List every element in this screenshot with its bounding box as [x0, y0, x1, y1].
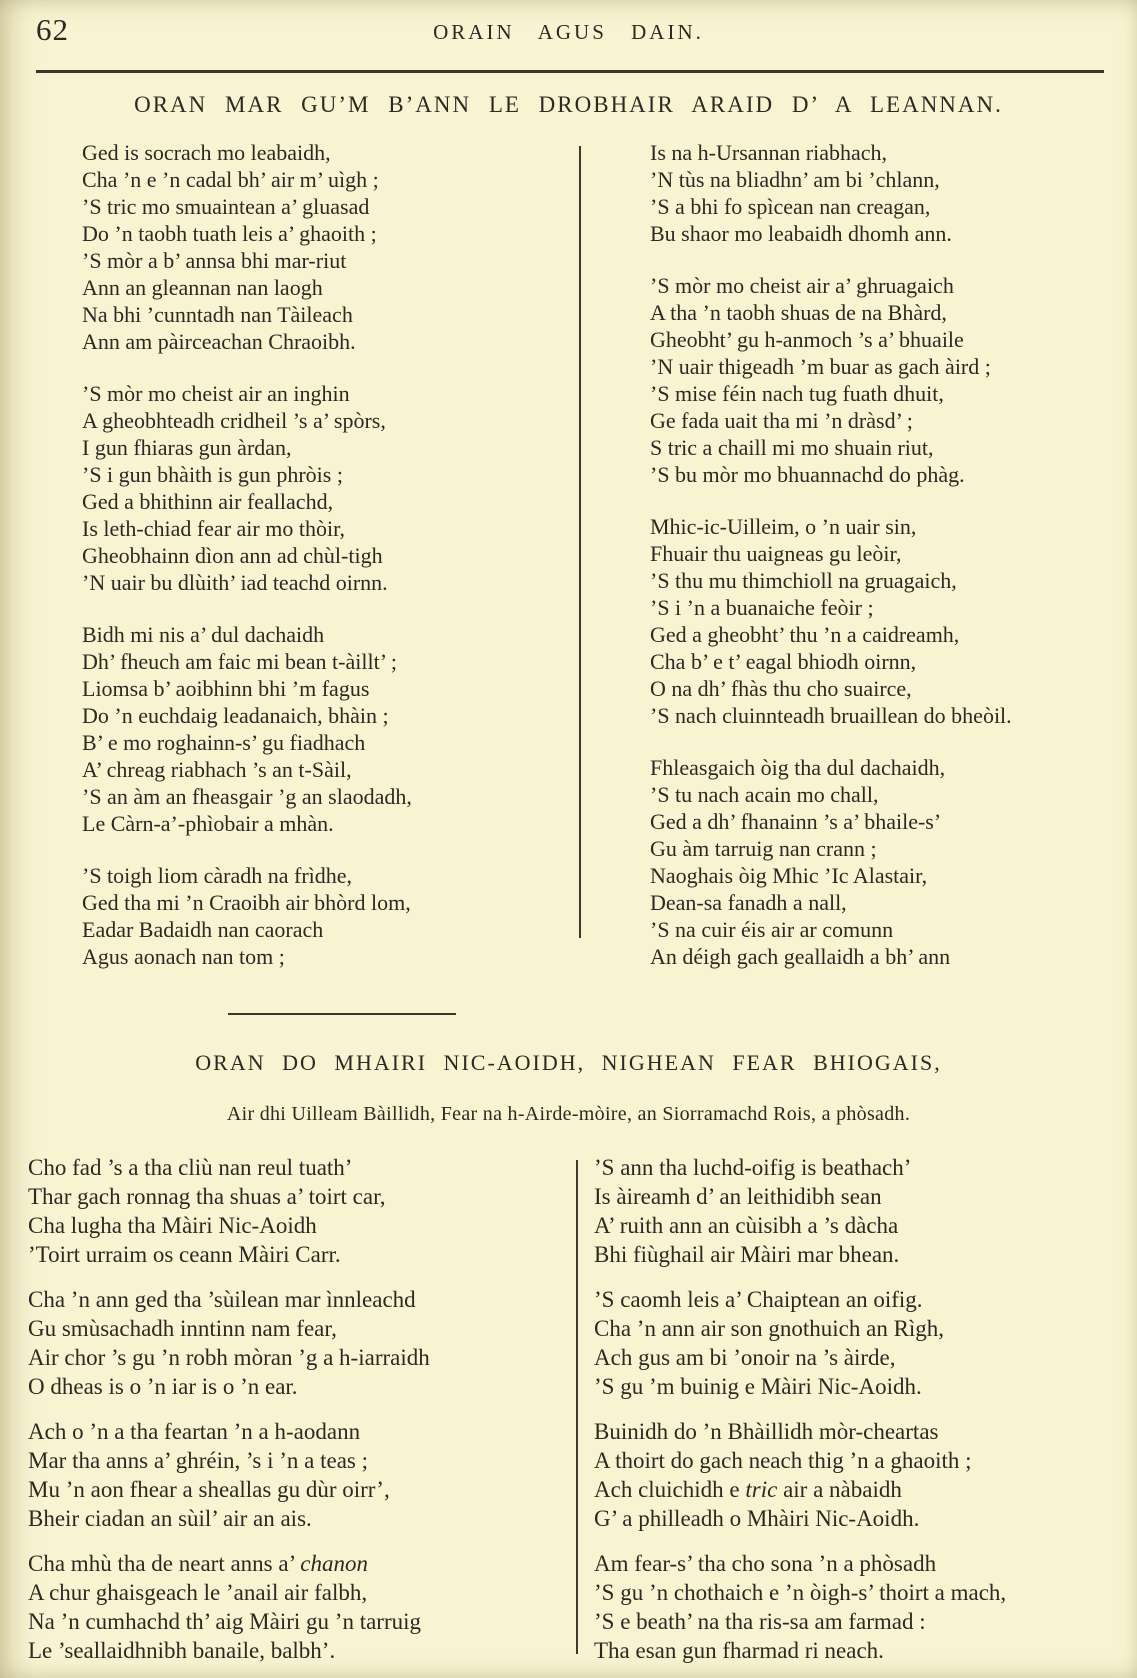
- line-text: ’N tùs na bliadhn’ am bi ’chlann,: [650, 167, 940, 192]
- line-text: Ged a dh’ fhanainn ’s a’ bhaile-s’: [650, 809, 942, 834]
- verse-line: [594, 1211, 1124, 1240]
- stanza: [594, 1153, 1124, 1269]
- line-text: Eadar Badaidh nan caorach: [82, 917, 324, 942]
- line-text: ’S e beath’ na tha ris-sa am farmad :: [594, 1609, 926, 1634]
- line-text: Na bhi ’cunntadh nan Tàileach: [82, 302, 353, 327]
- verse-line: [82, 621, 562, 648]
- column-divider: [576, 1160, 578, 1654]
- verse-line: [82, 783, 562, 810]
- verse-line: [594, 1549, 1124, 1578]
- verse-line: [650, 380, 1120, 407]
- verse-line: [594, 1475, 1124, 1504]
- line-text: G’ a philleadh o Mhàiri Nic-Aoidh.: [594, 1506, 920, 1531]
- verse-line: [28, 1211, 548, 1240]
- line-text: Cha ’n ann air son gnothuich an Rìgh,: [594, 1316, 945, 1341]
- verse-line: [82, 220, 562, 247]
- line-text: An déigh gach geallaidh a bh’ ann: [650, 944, 951, 969]
- line-text: ’S i ’n a buanaiche feòir ;: [650, 595, 874, 620]
- verse-line: [82, 943, 562, 970]
- line-text: A gheobhteadh cridheil ’s a’ spòrs,: [82, 408, 386, 433]
- verse-line: [82, 648, 562, 675]
- verse-line: [28, 1475, 548, 1504]
- verse-line: [28, 1578, 548, 1607]
- poem1-left-column: [82, 139, 562, 995]
- line-text: ’S an àm an fheasgair ’g an slaodadh,: [82, 784, 412, 809]
- line-text: Is leth-chiad fear air mo thòir,: [82, 516, 346, 541]
- verse-line: [28, 1372, 548, 1401]
- stanza: [82, 380, 562, 596]
- line-text: Buinidh do ’n Bhàillidh mòr-cheartas: [594, 1419, 939, 1444]
- stanza: [650, 513, 1120, 729]
- line-text: ’S a bhi fo spìcean nan creagan,: [650, 194, 931, 219]
- line-text: Ach gus am bi ’onoir na ’s àirde,: [594, 1345, 896, 1370]
- line-text: ’S ann tha luchd-oifig is beathach’: [594, 1155, 912, 1180]
- line-text: I gun fhiaras gun àrdan,: [82, 435, 292, 460]
- section-divider-rule: [228, 1013, 456, 1015]
- line-text: ’S tu nach acain mo chall,: [650, 782, 879, 807]
- verse-line: [594, 1343, 1124, 1372]
- verse-line: [650, 353, 1120, 380]
- line-text: ’N uair bu dlùith’ iad teachd oirnn.: [82, 570, 388, 595]
- line-text: Le ’seallaidhnibh banaile, balbh’.: [28, 1638, 336, 1663]
- verse-line: [650, 540, 1120, 567]
- line-text: Gu smùsachadh inntinn nam fear,: [28, 1316, 337, 1341]
- verse-line: [82, 862, 562, 889]
- line-text: Dh’ fheuch am faic mi bean t-àillt’ ;: [82, 649, 397, 674]
- stanza: [82, 862, 562, 970]
- line-text: O na dh’ fhàs thu cho suairce,: [650, 676, 912, 701]
- verse-line: [650, 808, 1120, 835]
- verse-line: [650, 407, 1120, 434]
- verse-line: [594, 1504, 1124, 1533]
- poem1-right-column: [650, 139, 1120, 995]
- verse-line: [650, 567, 1120, 594]
- line-text: B’ e mo roghainn-s’ gu fiadhach: [82, 730, 366, 755]
- stanza: [82, 621, 562, 837]
- verse-line: [82, 247, 562, 274]
- line-text: Tha esan gun fharmad ri neach.: [594, 1638, 884, 1663]
- verse-line: [650, 139, 1120, 166]
- line-text: Cha ’n ann ged tha ’sùilean mar ìnnleachd: [28, 1287, 416, 1312]
- line-text: Ann an gleannan nan laogh: [82, 275, 323, 300]
- line-text: Ged a bhithinn air feallachd,: [82, 489, 334, 514]
- verse-line: [28, 1182, 548, 1211]
- verse-line: [594, 1417, 1124, 1446]
- verse-line: [82, 166, 562, 193]
- line-text: Do ’n euchdaig leadanaich, bhàin ;: [82, 703, 389, 728]
- line-text: Na ’n cumhachd th’ aig Màiri gu ’n tarruig: [28, 1609, 421, 1634]
- line-text: Cha b’ e t’ eagal bhiodh oirnn,: [650, 649, 917, 674]
- running-title: ORAIN AGUS DAIN.: [433, 20, 704, 44]
- verse-line: [82, 193, 562, 220]
- verse-line: [82, 916, 562, 943]
- stanza: [594, 1285, 1124, 1401]
- verse-line: [650, 621, 1120, 648]
- line-text: Mar tha anns a’ ghréin, ’s i ’n a teas ;: [28, 1448, 368, 1473]
- line-text: A thoirt do gach neach thig ’n a ghaoith ;: [594, 1448, 972, 1473]
- line-text: Do ’n taobh tuath leis a’ ghaoith ;: [82, 221, 377, 246]
- line-text: Gheobht’ gu h-anmoch ’s a’ bhuaile: [650, 327, 964, 352]
- verse-line: [650, 835, 1120, 862]
- poem2-subtitle: Air dhi Uilleam Bàillidh, Fear na h-Airde-mòire, an Siorramachd Rois, a phòsadh.: [226, 1103, 911, 1125]
- verse-line: [594, 1607, 1124, 1636]
- line-text: A’ chreag riabhach ’s an t-Sàil,: [82, 757, 352, 782]
- verse-line: [28, 1549, 548, 1578]
- line-text: ’S nach cluinnteadh bruaillean do bheòil.: [650, 703, 1012, 728]
- line-text: Bhi fiùghail air Màiri mar bhean.: [594, 1242, 900, 1267]
- verse-line: [82, 756, 562, 783]
- stanza: [28, 1153, 548, 1269]
- stanza: [82, 139, 562, 355]
- line-text: ’S toigh liom càradh na frìdhe,: [82, 863, 353, 888]
- verse-line: [594, 1240, 1124, 1269]
- verse-line: [28, 1240, 548, 1269]
- verse-line: [82, 542, 562, 569]
- line-text: Is na h-Ursannan riabhach,: [650, 140, 888, 165]
- verse-line: [594, 1578, 1124, 1607]
- verse-line: [594, 1446, 1124, 1475]
- verse-line: [82, 407, 562, 434]
- verse-line: [650, 299, 1120, 326]
- line-text: Bu shaor mo leabaidh dhomh ann.: [650, 221, 952, 246]
- verse-line: [594, 1314, 1124, 1343]
- verse-line: [82, 434, 562, 461]
- verse-line: [650, 434, 1120, 461]
- line-text: A tha ’n taobh shuas de na Bhàrd,: [650, 300, 947, 325]
- line-text: air a nàbaidh: [777, 1477, 902, 1502]
- verse-line: [650, 781, 1120, 808]
- page-number: 62: [36, 12, 69, 47]
- verse-line: [594, 1636, 1124, 1665]
- poem2-title: ORAN DO MHAIRI NIC-AOIDH, NIGHEAN FEAR BHIOGAIS,: [195, 1050, 942, 1075]
- verse-line: [28, 1607, 548, 1636]
- line-text: A’ ruith ann an cùisibh a ’s dàcha: [594, 1213, 899, 1238]
- verse-line: [650, 461, 1120, 488]
- line-text: ’N uair thigeadh ’m buar as gach àird ;: [650, 354, 991, 379]
- poem1-title: ORAN MAR GU’M B’ANN LE DROBHAIR ARAID D’ A LEANNAN.: [134, 92, 1003, 117]
- verse-line: [28, 1153, 548, 1182]
- line-text: ’S thu mu thimchioll na gruagaich,: [650, 568, 957, 593]
- line-text: ’S mòr a b’ annsa bhi mar-riut: [82, 248, 347, 273]
- line-text: Thar gach ronnag tha shuas a’ toirt car,: [28, 1184, 386, 1209]
- stanza: [28, 1285, 548, 1401]
- line-text: Ann am pàirceachan Chraoibh.: [82, 329, 356, 354]
- line-text: S tric a chaill mi mo shuain riut,: [650, 435, 934, 460]
- line-text: ’S tric mo smuaintean a’ gluasad: [82, 194, 370, 219]
- verse-line: [82, 488, 562, 515]
- verse-line: [650, 594, 1120, 621]
- line-text: Ach cluichidh e: [594, 1477, 746, 1502]
- line-text: Cho fad ’s a tha cliù nan reul tuath’: [28, 1155, 353, 1180]
- line-text: Le Càrn-a’-phìobair a mhàn.: [82, 811, 334, 836]
- line-text: Bidh mi nis a’ dul dachaidh: [82, 622, 325, 647]
- line-text: ’S bu mòr mo bhuannachd do phàg.: [650, 462, 965, 487]
- line-text: Fhuair thu uaigneas gu leòir,: [650, 541, 902, 566]
- verse-line: [82, 515, 562, 542]
- line-text: Ged is socrach mo leabaidh,: [82, 140, 331, 165]
- verse-line: [594, 1182, 1124, 1211]
- verse-line: [650, 675, 1120, 702]
- verse-line: [28, 1314, 548, 1343]
- verse-line: [650, 702, 1120, 729]
- line-text: ’S na cuir éis air ar comunn: [650, 917, 894, 942]
- verse-line: [650, 220, 1120, 247]
- line-text: Mhic-ic-Uilleim, o ’n uair sin,: [650, 514, 917, 539]
- line-text: Bheir ciadan an sùil’ air an ais.: [28, 1506, 312, 1531]
- line-text: Air chor ’s gu ’n robh mòran ’g a h-iarraidh: [28, 1345, 430, 1370]
- header-rule: [36, 70, 1104, 73]
- verse-line: [82, 729, 562, 756]
- line-text: ’S mòr mo cheist air a’ ghruagaich: [650, 273, 954, 298]
- verse-line: [650, 889, 1120, 916]
- verse-line: [650, 648, 1120, 675]
- stanza: [28, 1549, 548, 1665]
- verse-line: [650, 166, 1120, 193]
- verse-line: [82, 889, 562, 916]
- line-text: ’S i gun bhàith is gun phròis ;: [82, 462, 343, 487]
- line-text: ’S mòr mo cheist air an inghin: [82, 381, 350, 406]
- verse-line: [82, 810, 562, 837]
- line-text: A chur ghaisgeach le ’anail air falbh,: [28, 1580, 368, 1605]
- verse-line: [650, 193, 1120, 220]
- verse-line: [28, 1636, 548, 1665]
- verse-line: [650, 754, 1120, 781]
- line-text: Is àireamh d’ an leithidibh sean: [594, 1184, 882, 1209]
- line-text: Ged a gheobht’ thu ’n a caidreamh,: [650, 622, 960, 647]
- line-text: Cha ’n e ’n cadal bh’ air m’ uìgh ;: [82, 167, 379, 192]
- line-text: ’Toirt urraim os ceann Màiri Carr.: [28, 1242, 341, 1267]
- verse-line: [28, 1343, 548, 1372]
- verse-line: [650, 943, 1120, 970]
- line-text: Agus aonach nan tom ;: [82, 944, 285, 969]
- line-text: ’S mise féin nach tug fuath dhuit,: [650, 381, 944, 406]
- line-text: Cha mhù tha de neart anns a’: [28, 1551, 301, 1576]
- verse-line: [82, 569, 562, 596]
- verse-line: [28, 1417, 548, 1446]
- line-text: ’S gu ’n chothaich e ’n òigh-s’ thoirt a mach,: [594, 1580, 1007, 1605]
- verse-line: [28, 1504, 548, 1533]
- line-text: O dheas is o ’n iar is o ’n ear.: [28, 1374, 298, 1399]
- stanza: [650, 272, 1120, 488]
- column-divider: [579, 146, 581, 938]
- stanza: [594, 1549, 1124, 1665]
- verse-line: [28, 1285, 548, 1314]
- line-text: Fhleasgaich òig tha dul dachaidh,: [650, 755, 946, 780]
- italic-word: chanon: [300, 1551, 369, 1576]
- verse-line: [594, 1372, 1124, 1401]
- verse-line: [82, 380, 562, 407]
- line-text: Ge fada uait tha mi ’n dràsd’ ;: [650, 408, 913, 433]
- verse-line: [650, 272, 1120, 299]
- verse-line: [650, 326, 1120, 353]
- line-text: Gu àm tarruig nan crann ;: [650, 836, 877, 861]
- stanza: [594, 1417, 1124, 1533]
- verse-line: [82, 328, 562, 355]
- poem2-left-column: [28, 1153, 548, 1678]
- line-text: Liomsa b’ aoibhinn bhi ’m fagus: [82, 676, 370, 701]
- stanza: [650, 139, 1120, 247]
- stanza: [650, 754, 1120, 970]
- verse-line: [82, 675, 562, 702]
- line-text: ’S gu ’m buinig e Màiri Nic-Aoidh.: [594, 1374, 922, 1399]
- verse-line: [594, 1285, 1124, 1314]
- line-text: Am fear-s’ tha cho sona ’n a phòsadh: [594, 1551, 937, 1576]
- verse-line: [594, 1153, 1124, 1182]
- verse-line: [82, 139, 562, 166]
- italic-word: tric: [745, 1477, 778, 1502]
- verse-line: [650, 513, 1120, 540]
- line-text: Dean-sa fanadh a nall,: [650, 890, 847, 915]
- line-text: Ged tha mi ’n Craoibh air bhòrd lom,: [82, 890, 411, 915]
- verse-line: [28, 1446, 548, 1475]
- verse-line: [650, 916, 1120, 943]
- verse-line: [650, 862, 1120, 889]
- verse-line: [82, 301, 562, 328]
- verse-line: [82, 702, 562, 729]
- line-text: Cha lugha tha Màiri Nic-Aoidh: [28, 1213, 317, 1238]
- line-text: Ach o ’n a tha feartan ’n a h-aodann: [28, 1419, 361, 1444]
- line-text: Gheobhainn dìon ann ad chùl-tigh: [82, 543, 383, 568]
- poem2-right-column: [594, 1153, 1124, 1678]
- line-text: ’S caomh leis a’ Chaiptean an oifig.: [594, 1287, 923, 1312]
- verse-line: [82, 461, 562, 488]
- line-text: Mu ’n aon fhear a sheallas gu dùr oirr’,: [28, 1477, 390, 1502]
- line-text: Naoghais òig Mhic ’Ic Alastair,: [650, 863, 928, 888]
- stanza: [28, 1417, 548, 1533]
- verse-line: [82, 274, 562, 301]
